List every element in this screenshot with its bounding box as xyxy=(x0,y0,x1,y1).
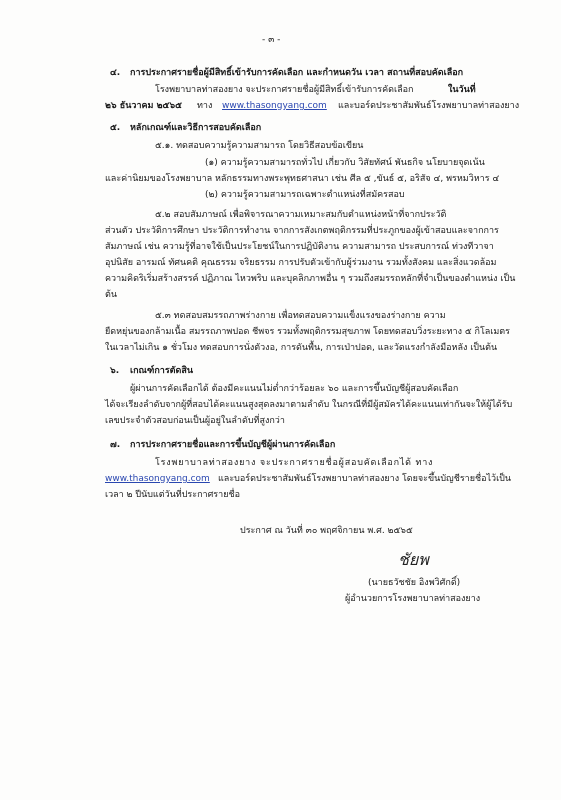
section-7-number: ๗. xyxy=(110,440,121,450)
section-5-heading: หลักเกณฑ์และวิธีการสอบคัดเลือก xyxy=(130,123,262,133)
website-link[interactable]: www.thasongyang.com xyxy=(222,101,327,111)
section-4-number: ๔. xyxy=(110,68,121,78)
section-6-number: ๖. xyxy=(110,366,120,376)
signer-name: (นายธวัชชัย อิงพวิศักดิ์) xyxy=(368,578,461,588)
section-7-heading: การประกาศรายชื่อและการขึ้นบัญชีผู้ผ่านการคัดเลือก xyxy=(130,440,336,450)
page-number: - ๓ - xyxy=(262,35,281,45)
section-7-line-1: โรงพยาบาลท่าสองยาง จะประกาศรายชื่อผู้สอบคัดเลือกได้ ทาง xyxy=(155,458,434,468)
section-5-1-item-1-cont: และค่านิยมของโรงพยาบาล หลักธรรมทางพระพุทธศาสนา เช่น ศีล ๕ ,ขันธ์ ๕, อริสัจ ๔, พรหมวิหาร ๔ xyxy=(105,174,500,184)
section-4-date-label: ในวันที่ xyxy=(448,85,476,95)
section-5-3-line: ในเวลาไม่เกิน ๑ ชั่วโมง ทดสอบการนั่งตัวงอ, การดันพื้น, การเป่าปอด, และวัดแรงกำลังมือหลัง เป็นต้น xyxy=(105,343,498,353)
announcement-date: ประกาศ ณ วันที่ ๓๐ พฤศจิกายน พ.ศ. ๒๕๖๕ xyxy=(240,526,413,536)
website-link[interactable]: www.thasongyang.com xyxy=(105,474,210,484)
section-6-heading: เกณฑ์การตัดสิน xyxy=(130,366,194,376)
signature: ชัยพ xyxy=(398,550,429,569)
section-5-1-item-2: (๒) ความรู้ความสามารถเฉพาะตำแหน่งที่สมัครสอบ xyxy=(205,190,405,200)
section-5-3-line: ยืดหยุ่นของกล้ามเนื้อ สมรรถภาพปอด ชีพจร รวมทั้งพฤติกรรมสุขภาพ โดยทดสอบวิ่งระยะทาง ๕ กิโลเมตร xyxy=(105,327,510,337)
section-7-line-3: เวลา ๒ ปีนับแต่วันที่ประกาศรายชื่อ xyxy=(105,490,240,500)
section-4-heading: การประกาศรายชื่อผู้มีสิทธิ์เข้ารับการคัดเลือก และกำหนดวัน เวลา สถานที่สอบคัดเลือก xyxy=(130,68,464,78)
section-5-2-line: ต้น xyxy=(105,290,117,300)
section-5-1: ๕.๑. ทดสอบความรู้ความสามารถ โดยวิธีสอบข้อเขียน xyxy=(155,141,364,151)
section-5-1-item-1: (๑) ความรู้ความสามารถทั่วไป เกี่ยวกับ วิสัยทัศน์ พันธกิจ นโยบายจุดเน้น xyxy=(205,158,485,168)
section-7-line-2: และบอร์ดประชาสัมพันธ์โรงพยาบาลท่าสองยาง โดยจะขึ้นบัญชีรายชื่อไว้เป็น xyxy=(218,474,512,484)
section-6-line: ได้จะเรียงลำดับจากผู้ที่สอบได้คะแนนสูงสุดลงมาตามลำดับ ในกรณีที่มีผู้สมัครได้คะแนนเท่ากันจะให้ผู้ได้รับ xyxy=(105,400,513,410)
signer-position: ผู้อำนวยการโรงพยาบาลท่าสองยาง xyxy=(345,594,481,604)
section-4-board: และบอร์ดประชาสัมพันธ์โรงพยาบาลท่าสองยาง xyxy=(338,101,520,111)
section-6-line: ผู้ผ่านการคัดเลือกได้ ต้องมีคะแนนไม่ต่ำกว่าร้อยละ ๖๐ และการขึ้นบัญชีผู้สอบคัดเลือก xyxy=(130,384,459,394)
section-5-number: ๕. xyxy=(110,123,121,133)
section-4-text: โรงพยาบาลท่าสองยาง จะประกาศรายชื่อผู้มีสิทธิ์เข้ารับการคัดเลือก xyxy=(155,85,414,95)
section-5-2-line: ส่วนตัว ประวัติการศึกษา ประวัติการทำงาน จากการสังเกตพฤติกรรมที่ประภูกของผู้เข้าสอบและจากการ xyxy=(105,226,499,236)
section-4-date: ๒๖ ธันวาคม ๒๕๖๕ xyxy=(105,101,182,111)
section-5-3-line: ๕.๓ ทดสอบสมรรถภาพร่างกาย เพื่อทดสอบความแข็งแรงของร่างกาย ความ xyxy=(155,311,446,321)
section-6-line: เลขประจำตัวสอบก่อนเป็นผู้อยู่ในลำดับที่สูงกว่า xyxy=(105,416,285,426)
section-4-via: ทาง xyxy=(197,101,213,111)
section-5-2-line: อุปนิสัย อารมณ์ ทัศนคติ คุณธรรม จริยธรรม การปรับตัวเข้ากับผู้ร่วมงาน รวมทั้งสังคม และสิ่งแวดล้อม xyxy=(105,258,497,268)
section-5-2-line: ความคิดริเริ่มสร้างสรรค์ ปฏิภาณ ไหวพริบ และบุคลิกภาพอื่น ๆ รวมถึงสมรรถหลักที่จำเป็นของตำแหน่ง เป็น xyxy=(105,274,516,284)
section-5-2-line: สัมภาษณ์ เช่น ความรู้ที่อาจใช้เป็นประโยชน์ในการปฏิบัติงาน ความสามารถ ประสบการณ์ ท่วงทีวาจา xyxy=(105,242,494,252)
section-5-2-line: ๕.๒ สอบสัมภาษณ์ เพื่อพิจารณาความเหมาะสมกับตำแหน่งหน้าที่จากประวัติ xyxy=(155,210,447,220)
